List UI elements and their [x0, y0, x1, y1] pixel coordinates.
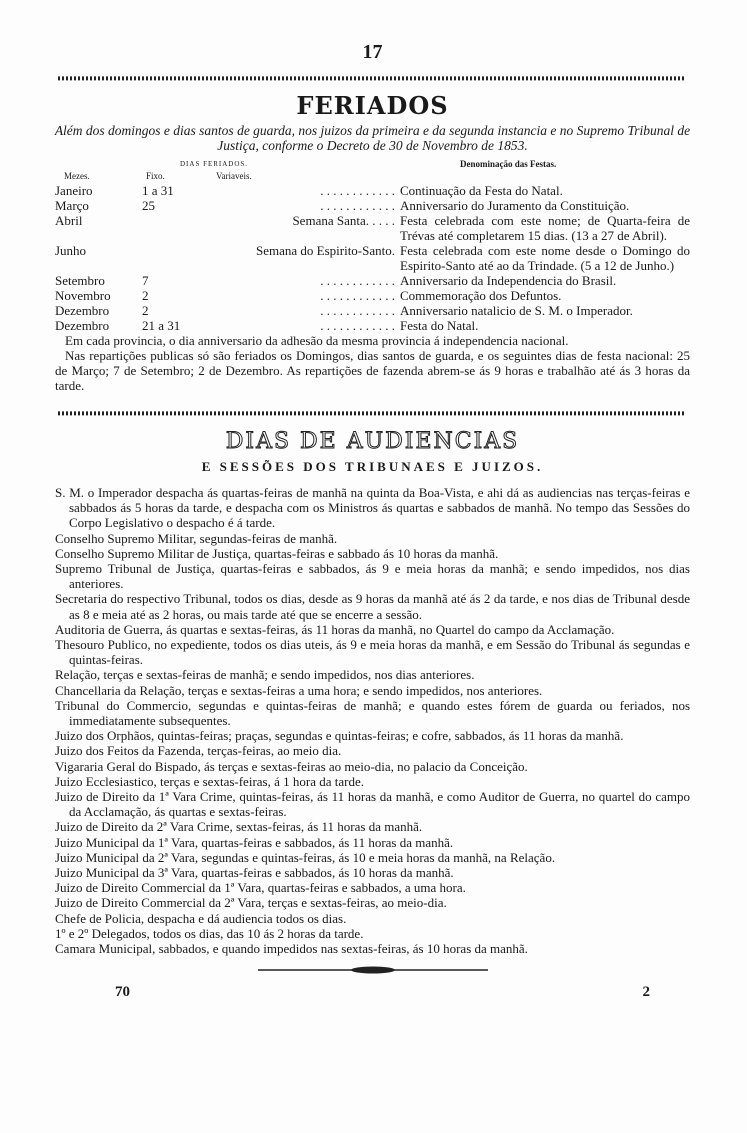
wavy-rule	[58, 409, 686, 417]
audiencia-entry: Juizo Ecclesiastico, terças e sextas-feiras, á 1 hora da tarde.	[55, 773, 364, 789]
denomination-cell: Festa celebrada com este nome; de Quarta-feira de Trévas até completarem 15 dias. (13 a 27 de Abril).	[400, 213, 690, 243]
fixo-header: Fixo.	[146, 171, 165, 181]
fixed-day-cell: 21 a 31	[142, 318, 181, 333]
month-cell: Abril	[55, 213, 83, 228]
audiencia-entry: Relação, terças e sextas-feiras de manhã; e sendo impedidos, nos dias anteriores.	[55, 667, 475, 683]
month-cell: Março	[55, 198, 89, 213]
footer-signature-left: 70	[115, 984, 130, 1001]
mezes-header: Mezes.	[64, 171, 90, 181]
fixed-day-cell	[142, 243, 205, 273]
month-cell: Janeiro	[55, 183, 93, 198]
month-cell: Setembro	[55, 273, 105, 288]
feriado-row	[55, 303, 690, 318]
audiencia-entry: Juizo Municipal da 3ª Vara, quartas-feiras e sabbados, ás 10 horas da manhã.	[55, 865, 454, 881]
audiencia-entry: Juizo dos Feitos da Fazenda, terças-feiras, ao meio dia.	[55, 743, 342, 759]
variable-day-cell: . . . . . . . . . . . .	[320, 318, 395, 333]
audiencia-entry: Chefe de Policia, despacha e dá audiencia todos os dias.	[55, 910, 347, 926]
audiencias-title: DIAS DE AUDIENCIAS	[225, 429, 520, 454]
variable-day-cell: . . . . . . . . . . . .	[320, 198, 395, 213]
denomination-cell: Anniversario natalicio de S. M. o Imperador.	[400, 303, 633, 318]
denomination-cell: Anniversario do Juramento da Constituição.	[400, 198, 630, 213]
audiencias-subtitle: E SESSÕES DOS TRIBUNAES E JUIZOS.	[201, 459, 544, 474]
variable-day-cell: Semana do Espirito-Santo.	[255, 243, 395, 258]
audiencia-entry: Juizo Municipal da 2ª Vara, segundas e quintas-feiras, ás 10 e meia horas da manhã, na Relação.	[55, 849, 556, 865]
fixed-day-cell: 7	[142, 273, 149, 288]
table-header-group	[55, 159, 690, 171]
denominacao-header: Denominação das Festas.	[460, 159, 557, 169]
denomination-cell: Anniversario da Independencia do Brasil.	[400, 273, 617, 288]
audiencia-entry: Juizo de Direito Commercial da 2ª Vara, terças e sextas-feiras, ao meio-dia.	[55, 895, 447, 911]
feriado-row	[55, 243, 690, 273]
audiencia-entry: Juizo dos Orphãos, quintas-feiras; praças, segundas e quintas-feiras; e cofre, sabbados, ás 11 horas da manhã.	[55, 728, 624, 744]
variaveis-header: Variaveis.	[216, 171, 252, 181]
month-cell: Novembro	[55, 288, 111, 303]
audiencia-entry: Juizo de Direito da 2ª Vara Crime, sextas-feiras, ás 11 horas da manhã.	[55, 819, 423, 835]
month-cell: Dezembro	[55, 303, 110, 318]
dias-feriados-header: DIAS FERIADOS.	[180, 160, 249, 168]
audiencia-entry: Chancellaria da Relação, terças e sextas-feiras a uma hora; e sendo impedidos, nos anteriores.	[55, 682, 543, 698]
audiencia-entry: Juizo Municipal da 1ª Vara, quartas-feiras e sabbados, ás 11 horas da manhã.	[55, 834, 454, 850]
variable-day-cell: . . . . . . . . . . . .	[320, 273, 395, 288]
audiencia-entry: Supremo Tribunal de Justiça, quartas-feiras e sabbados, ás 9 e meia horas da manhã; e sendo impedidos, nos dias anteriores.	[55, 561, 690, 592]
audiencia-entry: Conselho Supremo Militar, segundas-feiras de manhã.	[55, 530, 338, 546]
paragraph: Nas repartições publicas só são feriados os Domingos, dias santos de guarda, e os seguintes dias de festa nacional: 25 de Março; 7 de Setembro; 2 de Dezembro. As repartições de fazenda abrem-se ás 9 horas e trabalhão até ás 3 horas da tarde.	[55, 348, 690, 393]
audiencia-entry: Tribunal do Commercio, segundas e quintas-feiras de manhã; e quando estes fórem de guarda ou feriados, nos immediatamente subsequentes.	[55, 697, 690, 729]
fixed-day-cell: 2	[142, 288, 149, 303]
feriado-row	[55, 318, 690, 333]
ornament-divider	[258, 966, 488, 974]
month-cell: Dezembro	[55, 318, 110, 333]
footer	[55, 982, 690, 1004]
paragraph: Em cada provincia, o dia anniversario da adhesão da mesma provincia á independencia nacional.	[65, 333, 569, 348]
fixed-day-cell: 1 a 31	[142, 183, 174, 198]
audiencia-entry: Camara Municipal, sabbados, e quando impedidos nas sextas-feiras, ás 10 horas da manhã.	[55, 941, 528, 957]
audiencia-entry: Vigararia Geral do Bispado, ás terças e sextas-feiras ao meio-dia, no palacio da Conceição.	[55, 758, 528, 774]
fixed-day-cell: 2	[142, 303, 149, 318]
audiencia-entry: Juizo de Direito da 1ª Vara Crime, quintas-feiras, ás 11 horas da manhã, e como Auditor de Guerra, no quartel do campo da Acclamação, ás quartas e sextas-feiras.	[55, 789, 690, 820]
denomination-cell: Festa celebrada com este nome desde o Domingo do Espirito-Santo até ao da Trindade. (5 a 12 de Junho.)	[400, 243, 690, 273]
denomination-cell: Festa do Natal.	[400, 318, 479, 333]
audiencia-entry: S. M. o Imperador despacha ás quartas-feiras de manhã na quinta da Boa-Vista, e ahi dá as audiencias nas terças-feiras e sabbados ás 5 horas da tarde, e despacha com os Ministros ás quartas e sabbados de manhã. No tempo das Sessões do Corpo Legislativo o despacho é á tarde.	[55, 485, 690, 531]
feriados-title: FERIADOS	[296, 91, 449, 120]
variable-day-cell: . . . . . . . . . . . .	[320, 303, 395, 318]
feriados-subtitle: Além dos domingos e dias santos de guarda, nos juizos da primeira e da segunda instancia e no Supremo Tribunal de Justiça, conforme o Decreto de 30 de Novembro de 1853.	[54, 123, 691, 153]
feriado-row	[55, 213, 690, 243]
denomination-cell: Commemoração dos Defuntos.	[400, 288, 562, 303]
audiencias-list	[55, 485, 690, 956]
page-number: 17	[362, 41, 383, 63]
audiencia-entry: Secretaria do respectivo Tribunal, todos os dias, desde as 9 horas da manhã até ás 2 da tarde, e nos dias de Tribunal desde as 8 e meia até as 2 horas, ou mais tarde até que se encerre a sessão.	[55, 591, 690, 622]
feriado-row	[55, 273, 690, 288]
feriado-row	[55, 183, 690, 198]
wavy-rule	[58, 74, 686, 82]
variable-day-cell: . . . . . . . . . . . .	[320, 288, 395, 303]
feriados-table	[55, 183, 690, 333]
feriado-row	[55, 198, 690, 213]
feriado-row	[55, 288, 690, 303]
audiencia-entry: Conselho Supremo Militar de Justiça, quartas-feiras e sabbado ás 10 horas da manhã.	[55, 545, 499, 561]
audiencia-entry: Auditoria de Guerra, ás quartas e sextas-feiras, ás 11 horas da manhã, no Quartel do campo da Acclamação.	[55, 621, 615, 637]
variable-day-cell: . . . . . . . . . . . .	[320, 183, 395, 198]
audiencia-entry: 1º e 2º Delegados, todos os dias, das 10 ás 2 horas da tarde.	[55, 925, 364, 941]
fixed-day-cell	[142, 213, 205, 243]
denomination-cell: Continuação da Festa do Natal.	[400, 183, 563, 198]
variable-day-cell: Semana Santa. . . . .	[292, 213, 395, 228]
table-column-headers	[55, 171, 690, 183]
audiencia-entry: Juizo de Direito Commercial da 1ª Vara, quartas-feiras e sabbados, a uma hora.	[55, 880, 466, 896]
audiencia-entry: Thesouro Publico, no expediente, todos os dias uteis, ás 9 e meia horas da manhã, e em Sessão do Tribunal ás segundas e quintas-feiras.	[55, 637, 690, 668]
month-cell: Junho	[55, 243, 87, 258]
footer-signature-right: 2	[642, 984, 650, 1001]
fixed-day-cell: 25	[142, 198, 155, 213]
